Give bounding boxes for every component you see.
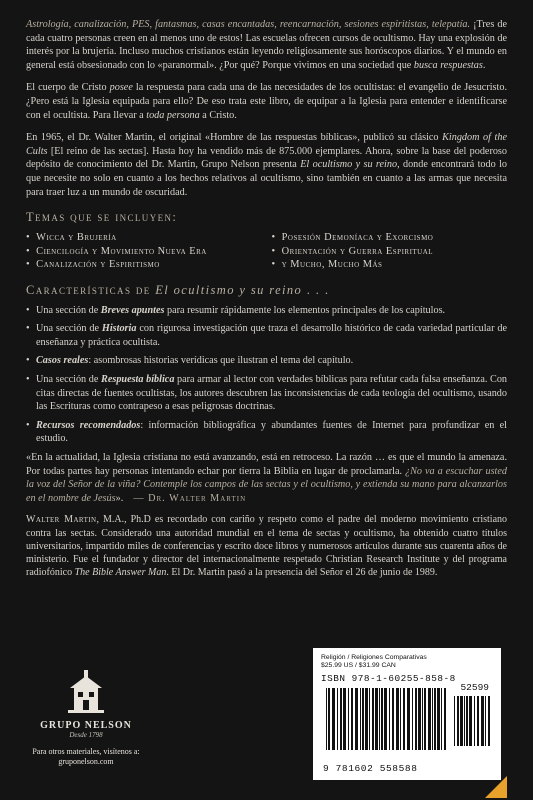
topic-item: • Orientación y Guerra Espiritual — [272, 245, 508, 259]
barcode-bar — [407, 688, 410, 750]
barcode-bar — [403, 688, 405, 750]
barcode-bar — [392, 688, 394, 750]
quote-text — [26, 451, 507, 505]
barcode-bar — [454, 696, 455, 746]
topic-item: • Ciencilogía y Movimiento Nueva Era — [26, 245, 262, 259]
barcode-bar — [369, 688, 370, 750]
barcode-bar — [434, 688, 436, 750]
topics-line: Astrología, canalización, PES, fantasmas, casas encantadas, reencarnación, sesiones espiritistas, telepatía. — [26, 19, 471, 30]
barcode-bar — [488, 696, 490, 746]
quote-normal: «En la actualidad, la Iglesia cristiana no está avanzando, está en retroceso. La razón … es que el mundo la amenaza. Por todas partes hay personas intentando echar por tierra la Biblia en lugar de proclamarla. — [26, 451, 507, 477]
author-name: Walter Martin — [26, 514, 97, 526]
feature-item: • Una sección de Respuesta bíblica para armar al lector con verdades bíblicas para refutar cada falsa enseñanza. Con citas directas de fuentes ocultistas, los autores descubren las inconsistencias de cada teología del ocultismo, usando las Escrituras como contrapeso a esas peligrosas doctrinas. — [26, 373, 507, 414]
body-emphasis: posee — [109, 82, 133, 94]
barcode-bar — [415, 688, 417, 750]
features-heading-text: Características de — [26, 282, 156, 297]
topic-item: • Posesión Demoníaca y Exorcismo — [272, 231, 508, 245]
barcode-bar — [365, 688, 368, 750]
body-text: En 1965, el Dr. Walter Martin, el original «Hombre de las respuestas bíblicas», publicó su clásico — [26, 132, 443, 144]
barcode-bar — [337, 688, 338, 750]
feature-item: • Recursos recomendados: información bibliográfica y abundantes fuentes de Internet para profundizar en el estudio. — [26, 419, 507, 446]
barcode-bar — [412, 688, 413, 750]
body-text: la respuesta para cada una de las necesidades de los ocultistas: el evangelio de Jesucristo. ¿Pero está la Iglesia equipada para ello? De eso trata este libro, de equipar a la Iglesia para entender e identificarse con el ocultista. Para llevar a — [26, 82, 507, 121]
barcode-bar — [464, 696, 465, 746]
barcode-label — [313, 648, 501, 780]
isbn-label: ISBN 978-1-60255-858-8 — [321, 672, 456, 684]
features-list — [26, 304, 507, 446]
intro-emphasis: busca respuestas — [413, 59, 483, 71]
addon-barcode — [453, 696, 491, 746]
topics-left — [26, 231, 262, 272]
barcode-bar — [332, 688, 335, 750]
author-paragraph — [26, 513, 507, 579]
barcode-bar — [469, 696, 472, 746]
quote-close: ». — [115, 492, 124, 504]
barcode-bar — [326, 688, 327, 750]
barcode-bar — [348, 688, 349, 750]
barcode-bar — [437, 688, 440, 750]
barcode-digits: 9 781602 558588 — [323, 763, 418, 774]
barcode-bar — [418, 688, 421, 750]
category-label: Religión / Religiones Comparativas — [321, 654, 427, 661]
barcode-bar — [460, 696, 463, 746]
barcode-bar — [457, 696, 459, 746]
barcode-bar — [384, 688, 387, 750]
features-heading — [26, 283, 507, 298]
barcode-bar — [477, 696, 479, 746]
author-text: . El Dr. Martin pasó a la presencia del Señor el 26 de junio de 1989. — [166, 567, 438, 579]
publisher-website-link[interactable]: gruponelson.com — [58, 757, 114, 766]
feature-item: • Una sección de Historia con rigurosa investigación que traza el desarrollo histórico de cada variedad particular de enseñanza y práctica ocultista. — [26, 322, 507, 349]
barcode-bar — [351, 688, 353, 750]
barcode-bar — [389, 688, 390, 750]
barcode-bar — [428, 688, 431, 750]
barcode-bar — [372, 688, 374, 750]
quote-signature: — Dr. Walter Martin — [133, 492, 247, 504]
topics-right — [272, 231, 508, 272]
body-paragraph-2 — [26, 131, 507, 199]
barcode-bar — [466, 696, 468, 746]
intro-text: ¡Tres de cada cuatro personas creen en al menos uno de estos! Las escuelas ofrecen cursos de ocultismo. Hay una explosión de interés por la brujería. Incluso muchos cristianos están leyendo religiosamente sus horóscopos diarios. Y el mundo en general está obsesionado con lo «paranormal». ¿Por qué? Porque vivimos en una sociedad que — [26, 19, 507, 71]
barcode-bar — [481, 696, 484, 746]
barcode-bar — [362, 688, 364, 750]
barcode-bar — [379, 688, 380, 750]
topics-list — [26, 231, 507, 272]
body-text: a Cristo. — [199, 109, 237, 121]
body-text: , donde encontrará todo lo que necesite no solo en cuanto a los hechos relativos al ocultismo, sino también en cuanto a las armas que necesita para traer luz a un mundo de oscuridad. — [26, 159, 508, 198]
feature-item: • Una sección de Breves apuntes para resumir rápidamente los elementos principales de los capítulos. — [26, 304, 507, 318]
barcode-bar — [381, 688, 383, 750]
house-icon — [66, 668, 106, 716]
barcode-bar — [424, 688, 426, 750]
author-text: , M.A., Ph.D es recordado con cariño y respeto como el padre del moderno movimiento cristiano contra las sectas. Considerado una autoridad mundial en el tema de sectas y ocultismo, ha obtenido cuatro títulos universitarios, impartido miles de conferencias y escrito doce libros y numerosos artículos durante sus cuarenta años de ministerio. Fue el fundador y director del internacionalmente respetado Christian Research Institute y del programa radiofónico — [26, 514, 508, 579]
barcode-bar — [343, 688, 346, 750]
barcode-bar — [422, 688, 423, 750]
publisher-info — [26, 747, 146, 767]
intro-end: . — [482, 59, 486, 71]
price-label: $25.99 US / $31.99 CAN — [321, 662, 396, 670]
quote-block — [26, 451, 507, 505]
barcode-bar — [360, 688, 361, 750]
barcode-bar — [485, 696, 486, 746]
body-emphasis: toda persona — [146, 109, 200, 121]
barcode-bar — [328, 688, 330, 750]
quote-italic: ¿No va a escuchar usted la voz del Señor de la viña? Contemple los campos de las sectas y el ocultismo, y extienda su mano para alcanzarlos en el nombre de Jesús — [26, 465, 507, 504]
price-code: 52599 — [460, 682, 489, 693]
features-heading-ellipsis: . . . — [302, 282, 330, 297]
barcode-bar — [432, 688, 433, 750]
body-text: El cuerpo de Cristo — [26, 82, 110, 94]
barcode-bar — [375, 688, 378, 750]
topic-item: • y Mucho, Mucho Más — [272, 258, 508, 272]
intro-paragraph — [26, 18, 507, 72]
ean-barcode — [325, 688, 449, 750]
barcode-bar — [340, 688, 342, 750]
publisher-info-line: Para otros materiales, visítenos a: — [32, 747, 140, 756]
corner-badge — [485, 776, 507, 798]
barcode-bar — [474, 696, 475, 746]
body-paragraph-1 — [26, 81, 507, 122]
barcode-bar — [355, 688, 358, 750]
features-heading-title: El ocultismo y su reino — [155, 282, 303, 297]
publisher-since: Desde 1798 — [69, 731, 103, 739]
barcode-bar — [400, 688, 401, 750]
book-title: Kingdom of the Cults — [26, 132, 507, 157]
feature-item: • Casos reales: asombrosas historias verídicas que ilustran el tema del capítulo. — [26, 354, 507, 368]
barcode-bar — [441, 688, 442, 750]
topic-item: • Wicca y Brujería — [26, 231, 262, 245]
topics-heading: Temas que se incluyen: — [26, 210, 178, 225]
body-text: [El reino de las sectas]. Hasta hoy ha vendido más de 875.000 ejemplares. Ahora, sobre la base del poderoso depósito de conocimiento del Dr. Martin, Grupo Nelson presenta — [26, 145, 507, 171]
publisher-name: GRUPO NELSON — [40, 720, 132, 731]
publisher-logo — [26, 668, 146, 767]
topic-item: • Canalización y Espiritismo — [26, 258, 262, 272]
book-title: El ocultismo y su reino — [300, 159, 398, 171]
bottom-area — [26, 648, 507, 798]
author-bio — [26, 513, 507, 579]
barcode-bar — [444, 688, 446, 750]
barcode-bar — [396, 688, 399, 750]
radio-program: The Bible Answer Man — [74, 567, 167, 579]
